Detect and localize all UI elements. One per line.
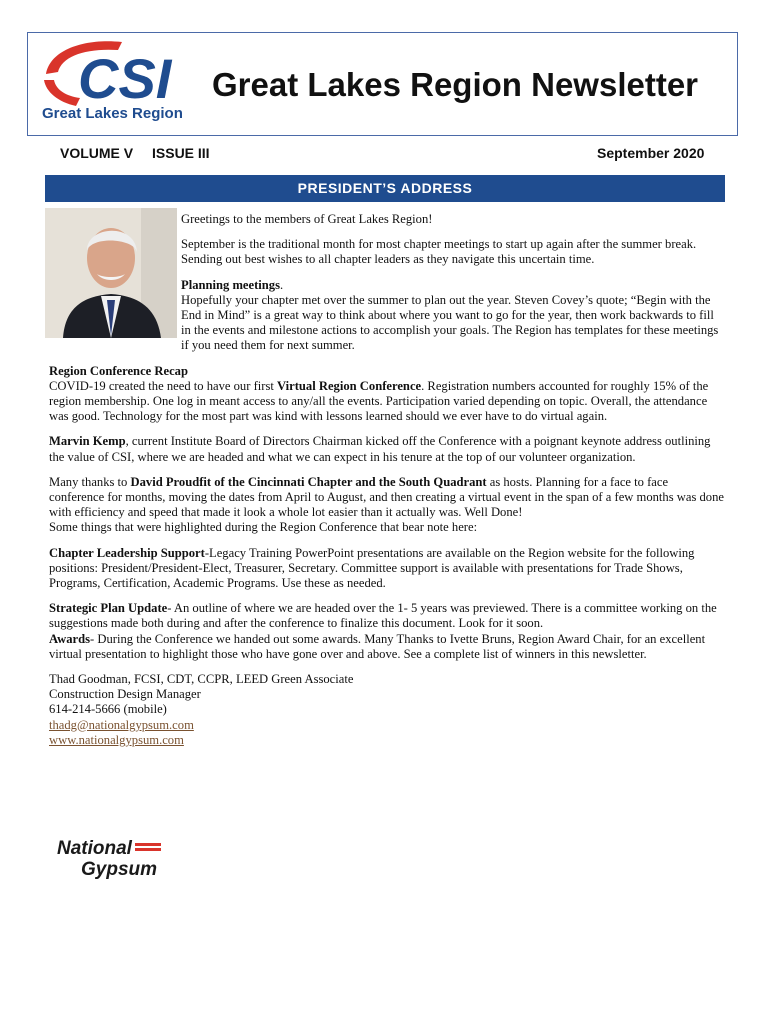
- paragraph-planning: Planning meetings. Hopefully your chapter met over the summer to plan out the year. Steven Covey’s quote; “Begin with the End in Mind” is a great way to think about where you want to go for the year, then work backwards to fill in the events and milestone actions to accomplish your goals. The Region has templates for these meetings if you need them for next summer.: [181, 277, 719, 353]
- volume-label: VOLUME V: [60, 145, 134, 161]
- email-link[interactable]: thadg@nationalgypsum.com: [49, 717, 194, 732]
- signature-phone: 614-214-5666 (mobile): [49, 702, 167, 717]
- greeting: Greetings to the members of Great Lakes Region!: [181, 212, 433, 226]
- issue-date: September 2020: [597, 145, 705, 161]
- planning-heading: Planning meetings: [181, 277, 281, 292]
- paragraph-kemp: Marvin Kemp, current Institute Board of Directors Chairman kicked off the Conference with a poignant keynote address outlining the value of CSI, where we are headed and what we can expect in his tenure at the top of our volunteer organization.: [49, 434, 711, 464]
- recap-heading: Region Conference Recap: [49, 363, 188, 378]
- svg-text:National: National: [57, 838, 132, 859]
- paragraph-intro: September is the traditional month for most chapter meetings to start up again after the summer break. Sending out best wishes to all chapter leaders as they navigate this uncertain time.: [181, 237, 697, 267]
- issue-label: ISSUE III: [152, 145, 210, 161]
- paragraph-recap: Region Conference Recap COVID-19 created the need to have our first Virtual Region Conference. Registration numbers accounted for roughly 15% of the region membership. One log in meant access to any/all the events. Participation varied depending on topic. Overall, the attendance was good. Technology for the most part was kind with lessons learned should we ever have to do virtual again.: [49, 363, 709, 424]
- logo-text: CSI: [78, 47, 172, 110]
- section-title: PRESIDENT’S ADDRESS: [45, 175, 725, 202]
- website-link[interactable]: www.nationalgypsum.com: [49, 732, 184, 747]
- logo-subtext: Great Lakes Region: [42, 105, 183, 122]
- national-gypsum-logo: [55, 835, 167, 881]
- paragraph-strategic: Strategic Plan Update- An outline of where we are headed over the 1- 5 years was previewed. There is a committee working on the suggestions made both during and after the conference to finalize this document. Look for it soon. Awards- During the Conference we handed out some awards. Many Thanks to Ivette Bruns, Region Award Chair, for an excellent virtual presentation to highlight those who have gone over and above. See a complete list of winners in this newsletter.: [49, 601, 717, 661]
- paragraph-leadership: Chapter Leadership Support-Legacy Training PowerPoint presentations are available on the Region website for the following positions: President/President-Elect, Treasurer, Secretary. Committee support is available with presentations for Trade Shows, Programs, Certification, Academic Programs. Use these as needed.: [49, 545, 695, 591]
- csi-logo: [36, 36, 206, 126]
- signature-name: Thad Goodman, FCSI, CDT, CCPR, LEED Green Associate: [49, 672, 354, 687]
- signature-block: [49, 672, 725, 748]
- article-body: [49, 212, 725, 758]
- paragraph-thanks: Many thanks to David Proudfit of the Cincinnati Chapter and the South Quadrant as hosts. Planning for a face to face conference for months, moving the dates from April to August, and then creating a virtual event in the span of a few months was done with efficiency and speed that made it look a whole lot easier than it actually was. Well Done! Some things that were highlighted during the Region Conference that bear note here:: [49, 474, 724, 535]
- newsletter-title: Great Lakes Region Newsletter: [212, 66, 699, 103]
- svg-text:Gypsum: Gypsum: [81, 859, 158, 880]
- signature-role: Construction Design Manager: [49, 687, 201, 702]
